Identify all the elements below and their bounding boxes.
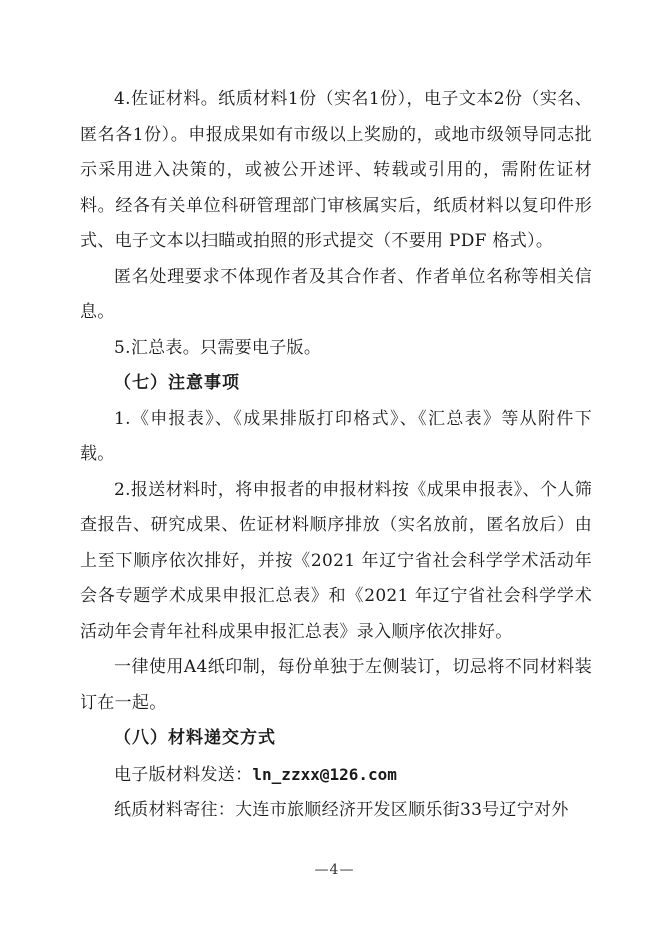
paragraph-printing-rules: 一律使用A4纸印制，每份单独于左侧装订，切忌将不同材料装订在一起。 — [80, 657, 592, 713]
page-number: —4— — [314, 862, 355, 878]
section-heading-notes: （七）注意事项 — [114, 373, 240, 393]
paragraph-submission-order: 2.报送材料时，将申报者的申报材料按《成果申报表》、个人筛查报告、研究成果、佐证材料顺序排放（实名放前，匿名放后）由上至下顺序依次排好，并按《2021 年辽宁省社会科学学术活动年会各专题学术成果申报汇总表》和《2021 年辽宁省社会科学学术活动年会青年社科成果申报汇总表》录入顺序依次排好。 — [80, 479, 592, 642]
document-body — [80, 82, 592, 829]
paragraph-mail-address: 纸质材料寄往：大连市旅顺经济开发区顺乐街33号辽宁对外 — [114, 800, 569, 820]
section-heading-delivery: （八）材料递交方式 — [114, 728, 276, 748]
email-address: ln_zzxx@126.com — [252, 764, 397, 784]
paragraph-download-forms: 1.《申报表》、《成果排版打印格式》、《汇总表》等从附件下载。 — [80, 408, 592, 464]
paragraph-summary-table: 5.汇总表。只需要电子版。 — [114, 337, 322, 358]
paragraph-email-delivery — [80, 757, 592, 794]
email-label: 电子版材料发送： — [114, 764, 253, 785]
paragraph-anonymization: 匿名处理要求不体现作者及其合作者、作者单位名称等相关信息。 — [80, 266, 592, 322]
paragraph-supporting-materials: 4.佐证材料。纸质材料1份（实名1份），电子文本2份（实名、匿名各1份）。申报成果如有市级以上奖励的，或地市级领导同志批示采用进入决策的，或被公开述评、转载或引用的，需附佐证材料。经各有关单位科研管理部门审核属实后，纸质材料以复印件形式、电子文本以扫瞄或拍照的形式提交（不要用 PDF 格式）。 — [80, 89, 592, 251]
